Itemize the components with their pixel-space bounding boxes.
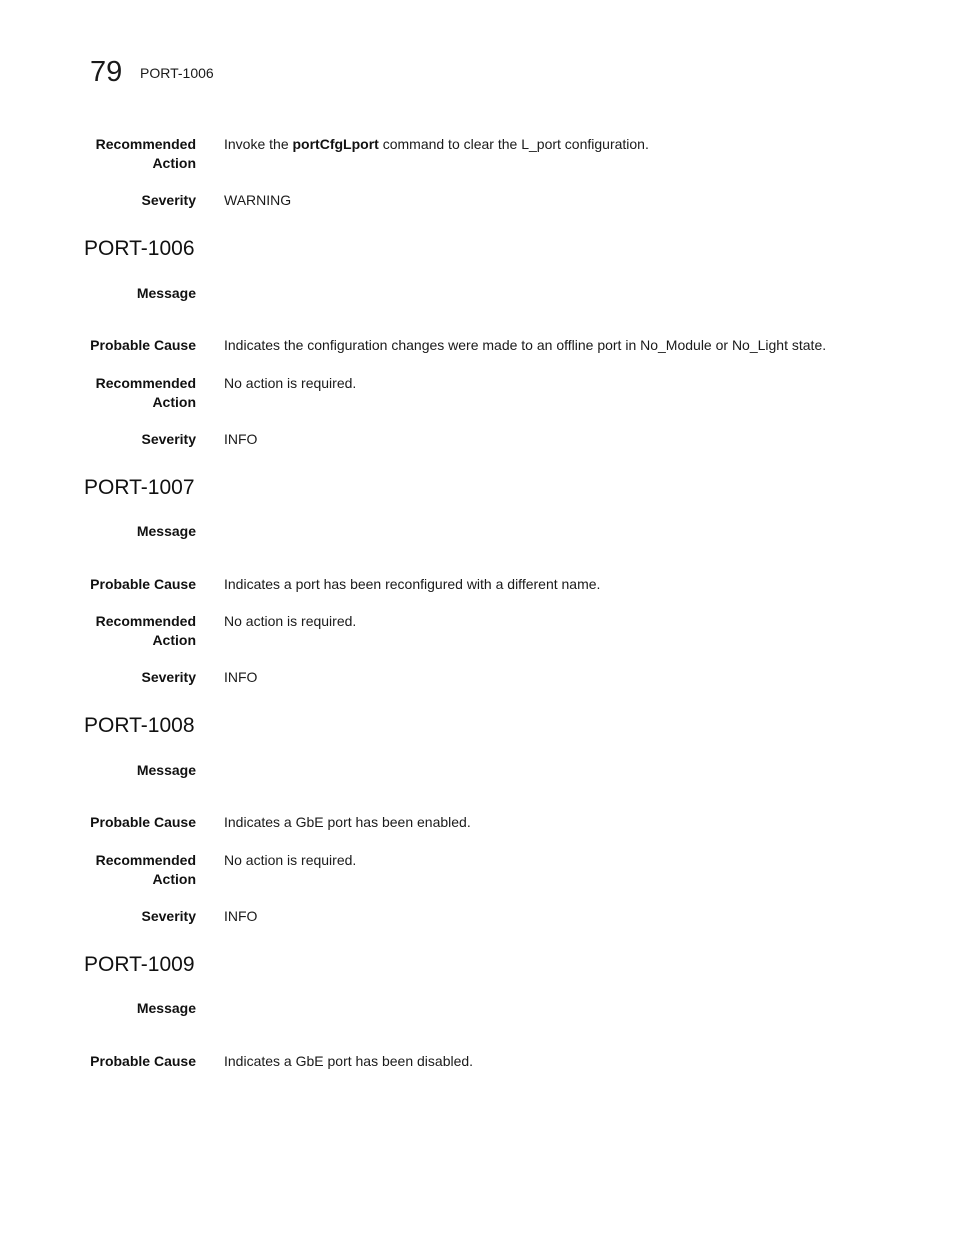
severity-value: INFO (224, 669, 258, 685)
recommended-action-text: Invoke the portCfgLport command to clear the L_port configuration. (224, 136, 649, 152)
severity-label: Severity (141, 431, 196, 447)
severity-label: Severity (141, 669, 196, 685)
message-label: Message (136, 285, 196, 301)
recommended-action-label: Recommended Action (95, 613, 196, 648)
section-title: PORT-1009 (84, 953, 195, 976)
recommended-action-text: No action is required. (224, 375, 357, 391)
section-title: PORT-1007 (84, 476, 195, 499)
probable-cause-label: Probable Cause (90, 337, 196, 353)
message-label: Message (136, 523, 196, 539)
severity-label: Severity (141, 192, 196, 208)
probable-cause-label: Probable Cause (90, 814, 196, 830)
probable-cause-label: Probable Cause (90, 1053, 196, 1069)
running-title: PORT-1006 (140, 65, 214, 81)
severity-value: INFO (224, 908, 258, 924)
command-name: portCfgLport (292, 136, 379, 152)
message-label: Message (136, 1000, 196, 1016)
probable-cause-text: Indicates a GbE port has been enabled. (224, 814, 471, 830)
probable-cause-text: Indicates the configuration changes were made to an offline port in No_Module or No_Light state. (224, 337, 827, 353)
recommended-action-text: No action is required. (224, 613, 357, 629)
recommended-action-label: Recommended Action (95, 136, 196, 171)
section-title: PORT-1008 (84, 714, 195, 737)
recommended-action-label: Recommended Action (95, 375, 196, 410)
severity-value: INFO (224, 431, 258, 447)
section-title: PORT-1006 (84, 237, 195, 260)
message-label: Message (136, 762, 196, 778)
severity-value: WARNING (224, 192, 292, 208)
probable-cause-label: Probable Cause (90, 576, 196, 592)
recommended-action-label: Recommended Action (95, 852, 196, 887)
probable-cause-text: Indicates a port has been reconfigured with a different name. (224, 576, 601, 592)
severity-label: Severity (141, 908, 196, 924)
probable-cause-text: Indicates a GbE port has been disabled. (224, 1053, 474, 1069)
recommended-action-text: No action is required. (224, 852, 357, 868)
page-number: 79 (90, 56, 123, 88)
